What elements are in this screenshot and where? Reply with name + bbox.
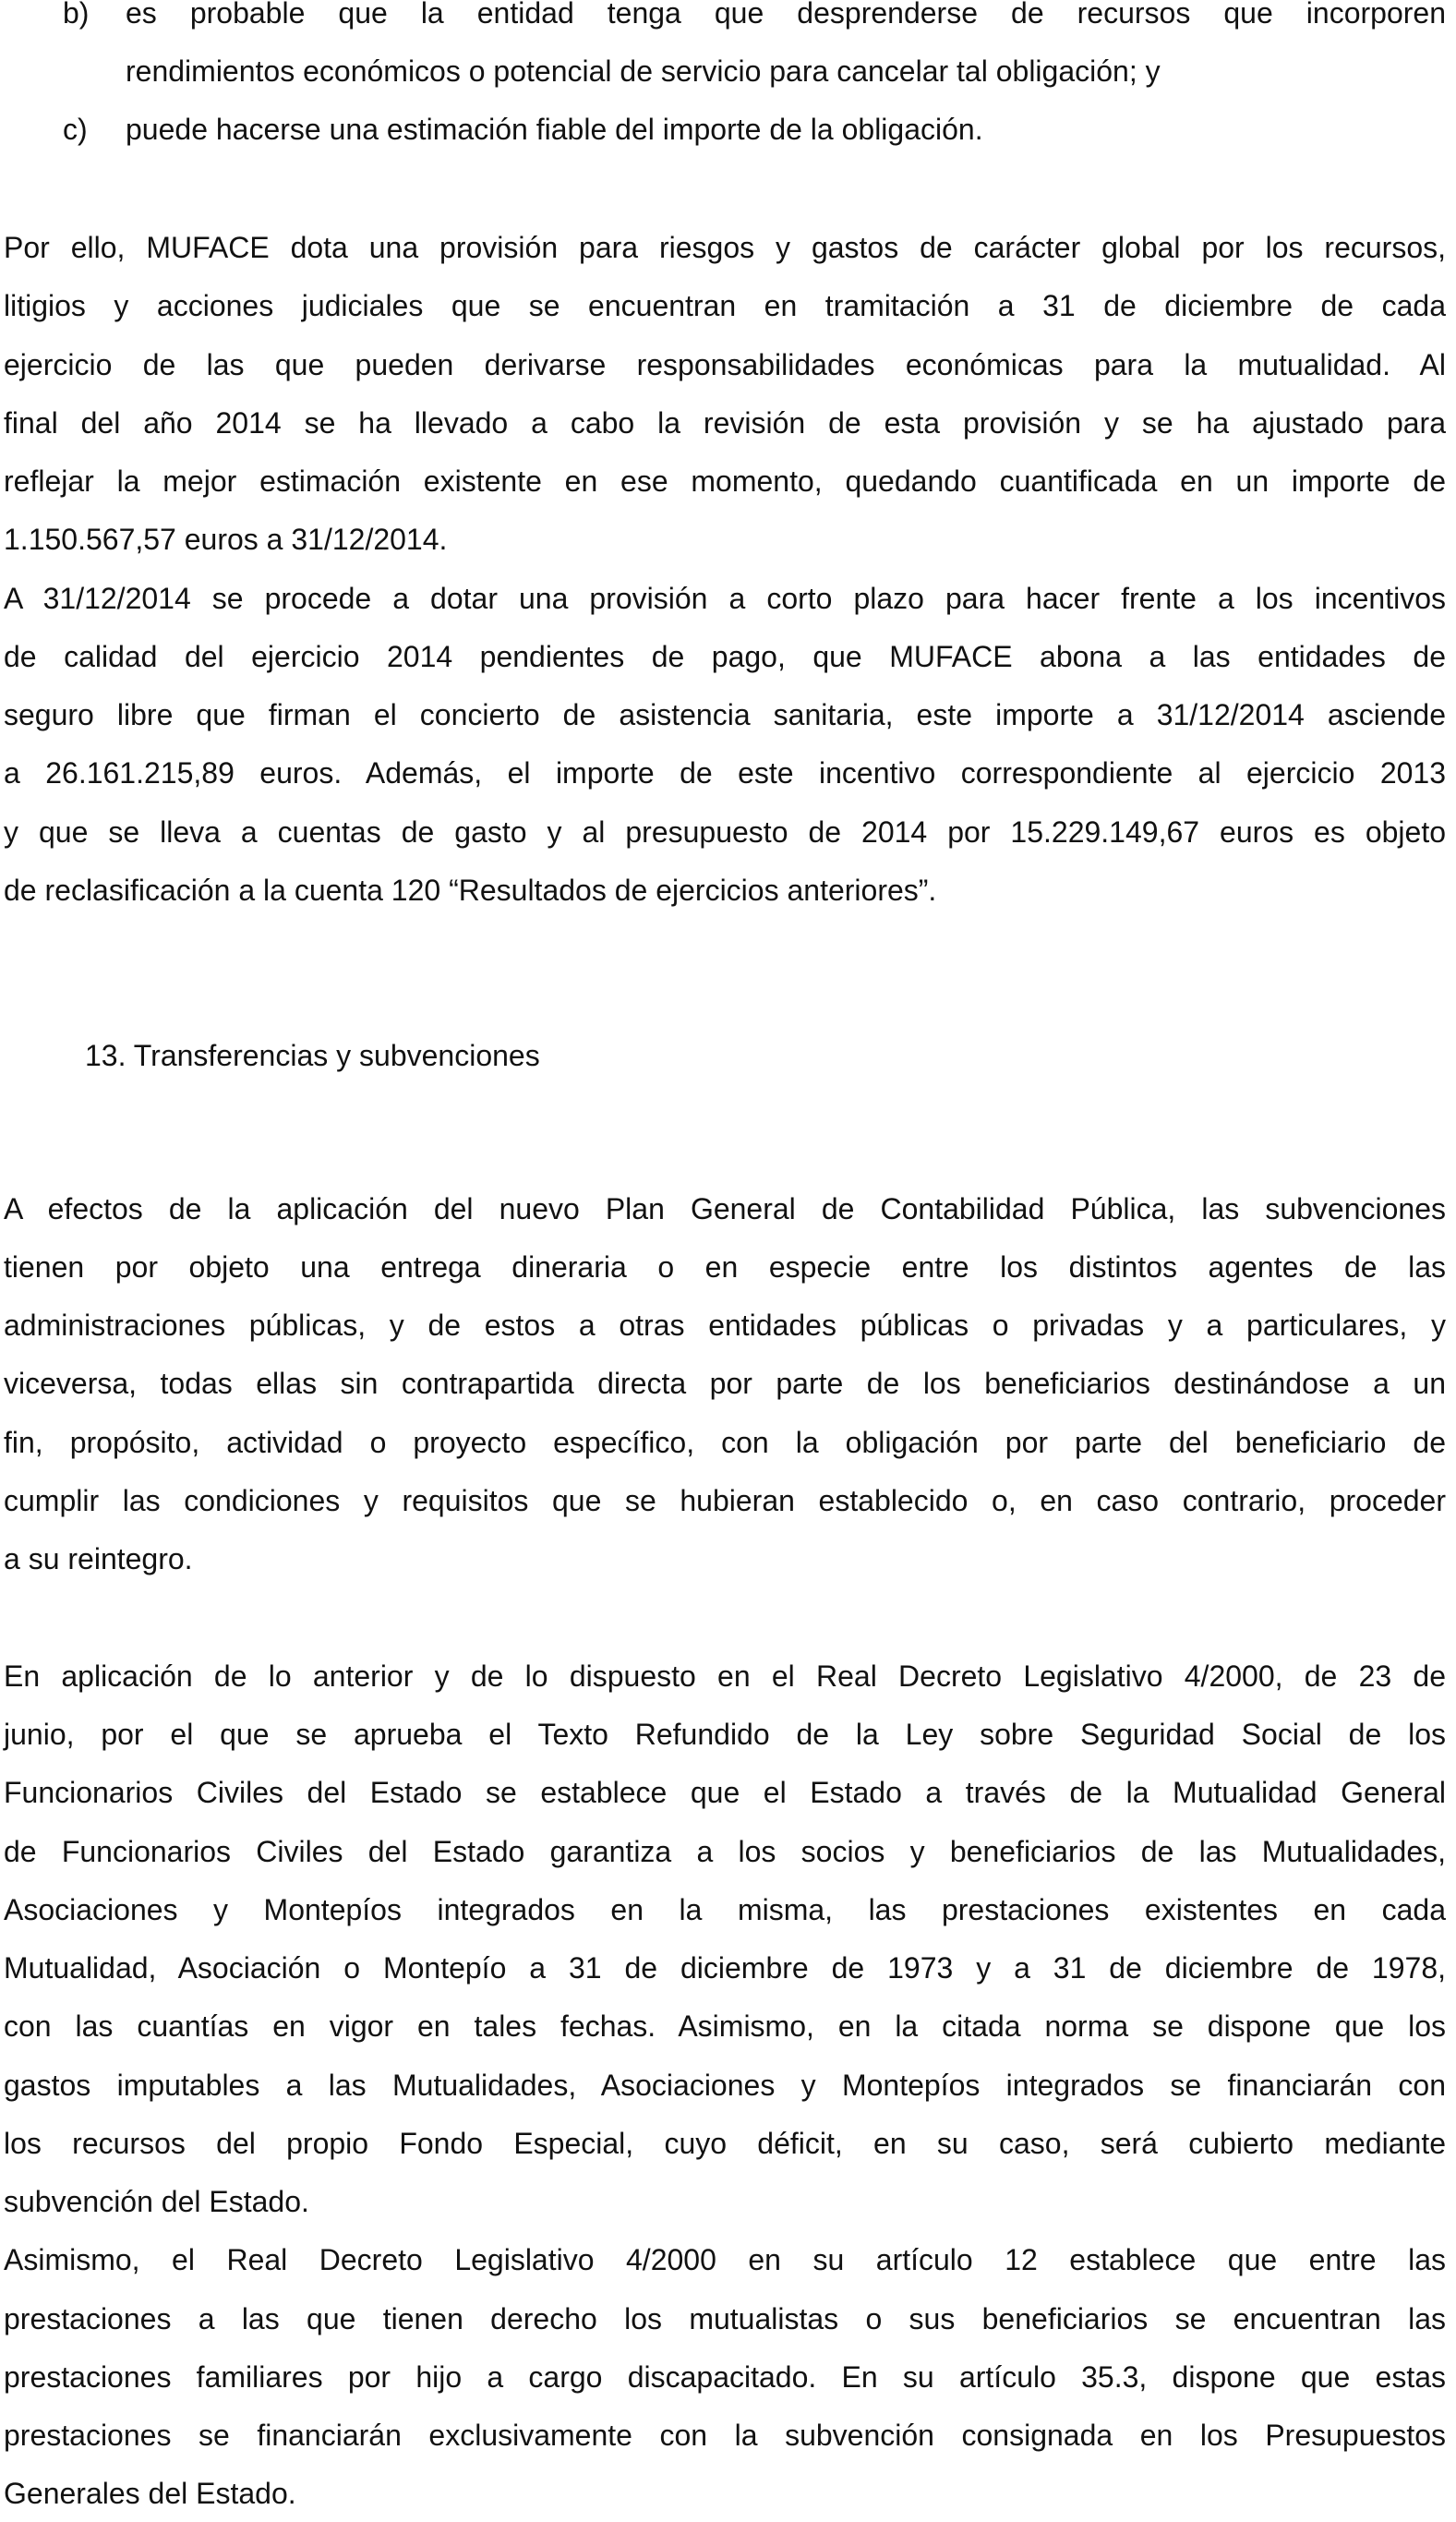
paragraph-line: junio, por el que se aprueba el Texto Refundido de la Ley sobre Seguridad Social de los xyxy=(4,1718,1446,1751)
paragraph-line: reflejar la mejor estimación existente en ese momento, quedando cuantificada en un importe de xyxy=(4,465,1446,498)
paragraph-line: de Funcionarios Civiles del Estado garantiza a los socios y beneficiarios de las Mutualidades, xyxy=(4,1835,1446,1868)
paragraph-line: cumplir las condiciones y requisitos que se hubieran establecido o, en caso contrario, proceder xyxy=(4,1484,1446,1517)
list-marker: b) xyxy=(63,0,90,30)
paragraph-line: administraciones públicas, y de estos a otras entidades públicas o privadas y a particulares, y xyxy=(4,1309,1446,1342)
paragraph-line: tienen por objeto una entrega dineraria o en especie entre los distintos agentes de las xyxy=(4,1250,1446,1284)
paragraph-line: a 26.161.215,89 euros. Además, el importe de este incentivo correspondiente al ejercicio 2013 xyxy=(4,756,1446,790)
list-marker: c) xyxy=(63,113,88,146)
paragraph-line: prestaciones familiares por hijo a cargo discapacitado. En su artículo 35.3, dispone que estas xyxy=(4,2360,1446,2394)
list-item-text: es probable que la entidad tenga que desprenderse de recursos que incorporen xyxy=(126,0,1446,30)
paragraph-line: final del año 2014 se ha llevado a cabo la revisión de esta provisión y se ha ajustado para xyxy=(4,406,1446,440)
section-heading: 13. Transferencias y subvenciones xyxy=(85,1039,540,1072)
paragraph-line: Generales del Estado. xyxy=(4,2477,296,2510)
paragraph-line: En aplicación de lo anterior y de lo dispuesto en el Real Decreto Legislativo 4/2000, de 23 de xyxy=(4,1659,1446,1693)
paragraph-line: de reclasificación a la cuenta 120 “Resultados de ejercicios anteriores”. xyxy=(4,874,937,907)
list-item-text: rendimientos económicos o potencial de servicio para cancelar tal obligación; y xyxy=(126,54,1161,88)
paragraph-line: a su reintegro. xyxy=(4,1542,193,1575)
paragraph-line: seguro libre que firman el concierto de asistencia sanitaria, este importe a 31/12/2014 asciende xyxy=(4,698,1446,731)
paragraph-line: prestaciones a las que tienen derecho los mutualistas o sus beneficiarios se encuentran las xyxy=(4,2302,1446,2335)
paragraph-line: con las cuantías en vigor en tales fechas. Asimismo, en la citada norma se dispone que los xyxy=(4,2009,1446,2043)
paragraph-line: A efectos de la aplicación del nuevo Plan General de Contabilidad Pública, las subvenciones xyxy=(4,1192,1446,1225)
paragraph-line: A 31/12/2014 se procede a dotar una provisión a corto plazo para hacer frente a los incentivos xyxy=(4,582,1446,615)
paragraph-line: Asociaciones y Montepíos integrados en la misma, las prestaciones existentes en cada xyxy=(4,1893,1446,1926)
paragraph-line: subvención del Estado. xyxy=(4,2185,309,2218)
paragraph-line: viceversa, todas ellas sin contrapartida directa por parte de los beneficiarios destinándose a un xyxy=(4,1367,1446,1400)
paragraph-line: prestaciones se financiarán exclusivamente con la subvención consignada en los Presupuestos xyxy=(4,2419,1446,2452)
paragraph-line: 1.150.567,57 euros a 31/12/2014. xyxy=(4,523,448,556)
paragraph-line: Asimismo, el Real Decreto Legislativo 4/2000 en su artículo 12 establece que entre las xyxy=(4,2243,1446,2276)
paragraph-line: Mutualidad, Asociación o Montepío a 31 de diciembre de 1973 y a 31 de diciembre de 1978, xyxy=(4,1951,1446,1985)
paragraph-line: gastos imputables a las Mutualidades, Asociaciones y Montepíos integrados se financiarán con xyxy=(4,2069,1446,2102)
paragraph-line: litigios y acciones judiciales que se encuentran en tramitación a 31 de diciembre de cada xyxy=(4,289,1446,322)
paragraph-line: fin, propósito, actividad o proyecto específico, con la obligación por parte del beneficiario de xyxy=(4,1426,1446,1459)
paragraph-line: Funcionarios Civiles del Estado se establece que el Estado a través de la Mutualidad General xyxy=(4,1776,1446,1809)
paragraph-line: y que se lleva a cuentas de gasto y al presupuesto de 2014 por 15.229.149,67 euros es objeto xyxy=(4,815,1446,849)
list-item-text: puede hacerse una estimación fiable del importe de la obligación. xyxy=(126,113,983,146)
paragraph-line: los recursos del propio Fondo Especial, cuyo déficit, en su caso, será cubierto mediante xyxy=(4,2127,1446,2160)
paragraph-line: Por ello, MUFACE dota una provisión para riesgos y gastos de carácter global por los recursos, xyxy=(4,231,1446,264)
paragraph-line: ejercicio de las que pueden derivarse responsabilidades económicas para la mutualidad. Al xyxy=(4,348,1446,381)
paragraph-line: de calidad del ejercicio 2014 pendientes de pago, que MUFACE abona a las entidades de xyxy=(4,640,1446,673)
